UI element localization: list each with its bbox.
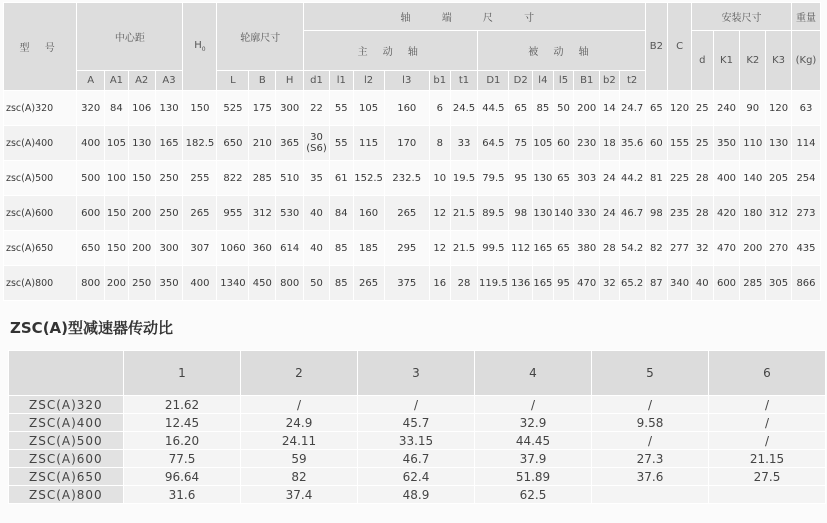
cell: 54.2 [619,231,645,266]
cell: 48.9 [358,486,475,504]
cell: 119.5 [478,266,509,301]
cell: 150 [128,161,155,196]
cell: 265 [183,196,217,231]
cell: 350 [155,266,183,301]
cell: 51.89 [475,468,592,486]
cell: 435 [791,231,820,266]
cell: 95 [509,161,533,196]
cell: 12.45 [124,414,241,432]
table-row [4,231,821,266]
header-b2: B2 [645,3,668,91]
cell: 27.5 [709,468,826,486]
cell: 25 [691,91,713,126]
cell: 155 [668,126,692,161]
cell: 82 [241,468,358,486]
cell: / [241,396,358,414]
header-center-distance: 中心距 [77,3,183,71]
cell: 45.7 [358,414,475,432]
reducer-dimension-table [3,2,821,301]
cell: 85 [329,231,353,266]
cell: 822 [217,161,249,196]
header-install-k2: K2 [740,31,766,91]
cell: 82 [645,231,668,266]
header-t2: t2 [619,71,645,91]
cell: / [475,396,592,414]
cell: 63 [791,91,820,126]
header-a2: A2 [128,71,155,91]
model-cell: zsc(A)650 [4,231,77,266]
cell: 59 [241,450,358,468]
cell: 250 [155,196,183,231]
cell: 85 [533,91,554,126]
cell: 650 [217,126,249,161]
cell: 37.9 [475,450,592,468]
cell: 65 [553,231,574,266]
cell: 40 [304,196,330,231]
cell: 12 [429,196,450,231]
cell: 400 [77,126,105,161]
table-row [4,91,821,126]
header-a: A [77,71,105,91]
cell: 200 [740,231,766,266]
cell: 470 [713,231,740,266]
cell: 105 [533,126,554,161]
header-b1-small: b1 [429,71,450,91]
cell: 255 [183,161,217,196]
cell: 106 [128,91,155,126]
cell: 87 [645,266,668,301]
cell: 250 [155,161,183,196]
cell: 62.4 [358,468,475,486]
cell: 12 [429,231,450,266]
cell: 614 [276,231,304,266]
cell: 35.6 [619,126,645,161]
cell: 9.58 [592,414,709,432]
header-l3: l3 [384,71,429,91]
cell: 110 [740,126,766,161]
cell: 285 [249,161,276,196]
cell: 150 [183,91,217,126]
header-install-k3: K3 [766,31,792,91]
cell: 28 [600,231,620,266]
cell: 25 [691,126,713,161]
cell: 235 [668,196,692,231]
cell: 330 [574,196,600,231]
cell: 24.5 [450,91,478,126]
cell: 254 [791,161,820,196]
cell: 64.5 [478,126,509,161]
cell: 62.5 [475,486,592,504]
cell: 295 [384,231,429,266]
cell: 120 [766,91,792,126]
cell: 130 [533,196,554,231]
header-weight: 重量 [791,3,820,31]
cell: 99.5 [478,231,509,266]
cell: 98 [509,196,533,231]
cell: 75 [509,126,533,161]
cell: 600 [713,266,740,301]
model-cell: zsc(A)500 [4,161,77,196]
header-t1: t1 [450,71,478,91]
cell: 525 [217,91,249,126]
cell: 210 [249,126,276,161]
cell: 400 [183,266,217,301]
cell: 24 [600,196,620,231]
cell [592,486,709,504]
cell: 130 [533,161,554,196]
cell: 28 [450,266,478,301]
cell: 285 [740,266,766,301]
cell: 312 [249,196,276,231]
cell: 37.6 [592,468,709,486]
cell: 115 [353,126,384,161]
cell: 303 [574,161,600,196]
cell: 32.9 [475,414,592,432]
cell: 40 [304,231,330,266]
cell: 420 [713,196,740,231]
cell: 470 [574,266,600,301]
cell: 19.5 [450,161,478,196]
cell: 530 [276,196,304,231]
cell: 77.5 [124,450,241,468]
header-outline-dimensions: 轮廓尺寸 [217,3,304,71]
ratio-table-title: ZSC(A)型减速器传动比 [10,319,174,337]
table-row [9,450,826,468]
header-a1: A1 [105,71,129,91]
cell: 90 [740,91,766,126]
cell: 365 [276,126,304,161]
cell: 312 [766,196,792,231]
cell: 136 [509,266,533,301]
cell: 24.11 [241,432,358,450]
cell: 65 [645,91,668,126]
cell: 95 [553,266,574,301]
cell: 200 [128,196,155,231]
cell: / [709,432,826,450]
model-cell: zsc(A)320 [4,91,77,126]
cell: 450 [249,266,276,301]
header-D1: D1 [478,71,509,91]
cell: 150 [105,196,129,231]
cell: 114 [791,126,820,161]
cell: 21.5 [450,231,478,266]
cell: 265 [353,266,384,301]
cell: / [358,396,475,414]
cell: 50 [553,91,574,126]
cell: 14 [600,91,620,126]
model-cell: ZSC(A)320 [9,396,124,414]
header-shaft-end-dimensions: 轴 端 尺 寸 [304,3,645,31]
cell: 85 [329,266,353,301]
cell: / [709,396,826,414]
ratio-header: 1 [124,351,241,396]
header-driven-shaft: 被 动 轴 [478,31,645,71]
ratio-header: 5 [592,351,709,396]
cell: 277 [668,231,692,266]
cell: 24 [600,161,620,196]
cell: 22 [304,91,330,126]
cell: 65 [553,161,574,196]
cell: 1060 [217,231,249,266]
header-h0: $H_0$ [183,3,217,91]
header-drive-shaft: 主 动 轴 [304,31,478,71]
cell: 160 [353,196,384,231]
cell: 50 [304,266,330,301]
cell: 240 [713,91,740,126]
cell: 81 [645,161,668,196]
cell: 360 [249,231,276,266]
cell: 165 [155,126,183,161]
cell: 24.9 [241,414,358,432]
table-row [9,396,826,414]
cell: 230 [574,126,600,161]
header-b2-small: b2 [600,71,620,91]
cell: 32 [600,266,620,301]
cell: 130 [155,91,183,126]
ratio-header: 2 [241,351,358,396]
cell: 96.64 [124,468,241,486]
cell: 500 [77,161,105,196]
table-row [4,196,821,231]
cell: 46.7 [358,450,475,468]
cell: 300 [276,91,304,126]
cell: 21.15 [709,450,826,468]
ratio-header: 3 [358,351,475,396]
model-cell: zsc(A)600 [4,196,77,231]
cell: 8 [429,126,450,161]
header-h: H [276,71,304,91]
cell: 44.2 [619,161,645,196]
cell: 120 [668,91,692,126]
cell: 35 [304,161,330,196]
cell: 100 [105,161,129,196]
table-row [4,266,821,301]
header-l1: l1 [329,71,353,91]
cell: 46.7 [619,196,645,231]
cell: 307 [183,231,217,266]
cell: 84 [329,196,353,231]
cell: 225 [668,161,692,196]
cell: 150 [105,231,129,266]
header-model: 型 号 [4,3,77,91]
cell: 105 [353,91,384,126]
cell: 55 [329,91,353,126]
cell: 1340 [217,266,249,301]
cell: 21.5 [450,196,478,231]
cell: 400 [713,161,740,196]
ratio-header: 6 [709,351,826,396]
model-cell: zsc(A)800 [4,266,77,301]
cell: 60 [645,126,668,161]
cell: 273 [791,196,820,231]
cell: 30 (S6) [304,126,330,161]
header-a3: A3 [155,71,183,91]
header-c: C [668,3,692,91]
cell: 320 [77,91,105,126]
model-cell: ZSC(A)800 [9,486,124,504]
header-l: L [217,71,249,91]
cell: / [592,432,709,450]
cell: 16 [429,266,450,301]
cell: 130 [766,126,792,161]
cell: 250 [128,266,155,301]
header-weight-unit: (Kg) [791,31,820,91]
cell: 165 [533,231,554,266]
cell: 265 [384,196,429,231]
cell: 140 [553,196,574,231]
cell: 600 [77,196,105,231]
cell: 800 [276,266,304,301]
cell: 130 [128,126,155,161]
cell: 10 [429,161,450,196]
cell: 37.4 [241,486,358,504]
table-row [4,126,821,161]
cell: 32 [691,231,713,266]
cell [709,486,826,504]
table-row [9,432,826,450]
table-row [9,486,826,504]
ratio-header-corner [9,351,124,396]
cell: 40 [691,266,713,301]
cell: / [709,414,826,432]
cell: 79.5 [478,161,509,196]
cell: / [592,396,709,414]
header-l4: l4 [533,71,554,91]
model-cell: ZSC(A)600 [9,450,124,468]
ratio-header: 4 [475,351,592,396]
cell: 380 [574,231,600,266]
cell: 375 [384,266,429,301]
cell: 24.7 [619,91,645,126]
cell: 270 [766,231,792,266]
cell: 180 [740,196,766,231]
cell: 84 [105,91,129,126]
model-cell: ZSC(A)650 [9,468,124,486]
cell: 182.5 [183,126,217,161]
cell: 340 [668,266,692,301]
cell: 650 [77,231,105,266]
table-row [4,161,821,196]
cell: 65 [509,91,533,126]
cell: 61 [329,161,353,196]
cell: 33.15 [358,432,475,450]
table-row [9,414,826,432]
cell: 33 [450,126,478,161]
cell: 185 [353,231,384,266]
cell: 65.2 [619,266,645,301]
cell: 205 [766,161,792,196]
cell: 55 [329,126,353,161]
cell: 200 [574,91,600,126]
header-l2: l2 [353,71,384,91]
cell: 18 [600,126,620,161]
cell: 6 [429,91,450,126]
cell: 31.6 [124,486,241,504]
cell: 955 [217,196,249,231]
cell: 44.45 [475,432,592,450]
cell: 800 [77,266,105,301]
cell: 510 [276,161,304,196]
cell: 28 [691,196,713,231]
cell: 60 [553,126,574,161]
cell: 170 [384,126,429,161]
cell: 152.5 [353,161,384,196]
header-D2: D2 [509,71,533,91]
cell: 140 [740,161,766,196]
cell: 44.5 [478,91,509,126]
cell: 165 [533,266,554,301]
cell: 350 [713,126,740,161]
cell: 105 [105,126,129,161]
cell: 27.3 [592,450,709,468]
transmission-ratio-table [8,350,826,504]
cell: 112 [509,231,533,266]
model-cell: zsc(A)400 [4,126,77,161]
cell: 98 [645,196,668,231]
cell: 200 [105,266,129,301]
cell: 232.5 [384,161,429,196]
header-install-k1: K1 [713,31,740,91]
cell: 300 [155,231,183,266]
cell: 200 [128,231,155,266]
header-install-dimensions: 安装尺寸 [691,3,791,31]
table-row [9,468,826,486]
cell: 28 [691,161,713,196]
cell: 866 [791,266,820,301]
header-l5: l5 [553,71,574,91]
cell: 160 [384,91,429,126]
header-B1: B1 [574,71,600,91]
header-b: B [249,71,276,91]
cell: 305 [766,266,792,301]
cell: 16.20 [124,432,241,450]
header-d1: d1 [304,71,330,91]
header-install-d: d [691,31,713,91]
cell: 21.62 [124,396,241,414]
cell: 89.5 [478,196,509,231]
model-cell: ZSC(A)400 [9,414,124,432]
model-cell: ZSC(A)500 [9,432,124,450]
cell: 175 [249,91,276,126]
